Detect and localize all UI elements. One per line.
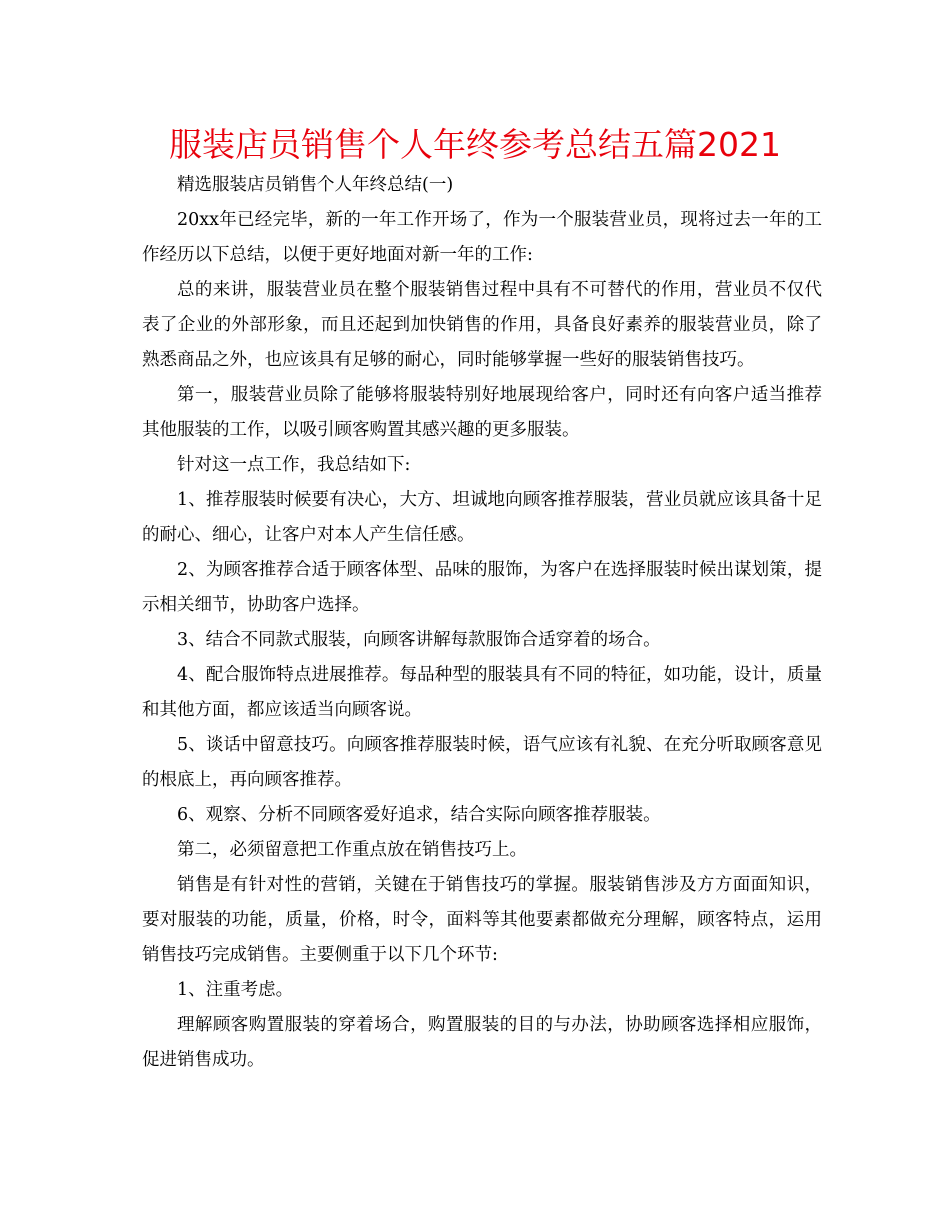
paragraph: 2、为顾客推荐合适于顾客体型、品味的服饰，为客户在选择服装时候出谋划策，提示相关细节，协助客户选择。: [142, 560, 822, 615]
document-title: 服装店员销售个人年终参考总结五篇2021: [169, 125, 781, 164]
paragraph: 第一，服装营业员除了能够将服装特别好地展现给客户，同时还有向客户适当推荐其他服装的工作，以吸引顾客购置其感兴趣的更多服装。: [142, 385, 822, 440]
paragraph: 1、注重考虑。: [177, 980, 294, 1000]
paragraph: 精选服装店员销售个人年终总结(一): [177, 175, 454, 195]
paragraph: 1、推荐服装时候要有决心，大方、坦诚地向顾客推荐服装，营业员就应该具备十足的耐心、细心，让客户对本人产生信任感。: [142, 490, 822, 545]
paragraph: 3、结合不同款式服装，向顾客讲解每款服饰合适穿着的场合。: [177, 630, 661, 650]
paragraph: 6、观察、分析不同顾客爱好追求，结合实际向顾客推荐服装。: [177, 805, 661, 825]
paragraph: 总的来讲，服装营业员在整个服装销售过程中具有不可替代的作用，营业员不仅代表了企业的外部形象，而且还起到加快销售的作用，具备良好素养的服装营业员，除了熟悉商品之外，也应该具有足够的耐心，同时能够掌握一些好的服装销售技巧。: [142, 280, 822, 370]
document-body: [142, 168, 822, 1078]
paragraph: 4、配合服饰特点进展推荐。每品种型的服装具有不同的特征，如功能，设计，质量和其他方面，都应该适当向顾客说。: [142, 665, 822, 720]
paragraph: 20xx年已经完毕，新的一年工作开场了，作为一个服装营业员，现将过去一年的工作经历以下总结，以便于更好地面对新一年的工作:: [142, 210, 822, 265]
paragraph: 销售是有针对性的营销，关键在于销售技巧的掌握。服装销售涉及方方面面知识，要对服装的功能，质量，价格，时令，面料等其他要素都做充分理解，顾客特点，运用销售技巧完成销售。主要侧重于以下几个环节:: [142, 875, 822, 965]
paragraph: 理解顾客购置服装的穿着场合，购置服装的目的与办法，协助顾客选择相应服饰，促进销售成功。: [142, 1015, 822, 1070]
paragraph: 第二，必须留意把工作重点放在销售技巧上。: [177, 840, 527, 860]
paragraph: 5、谈话中留意技巧。向顾客推荐服装时候，语气应该有礼貌、在充分听取顾客意见的根底上，再向顾客推荐。: [142, 735, 822, 790]
paragraph: 针对这一点工作，我总结如下:: [177, 455, 411, 475]
